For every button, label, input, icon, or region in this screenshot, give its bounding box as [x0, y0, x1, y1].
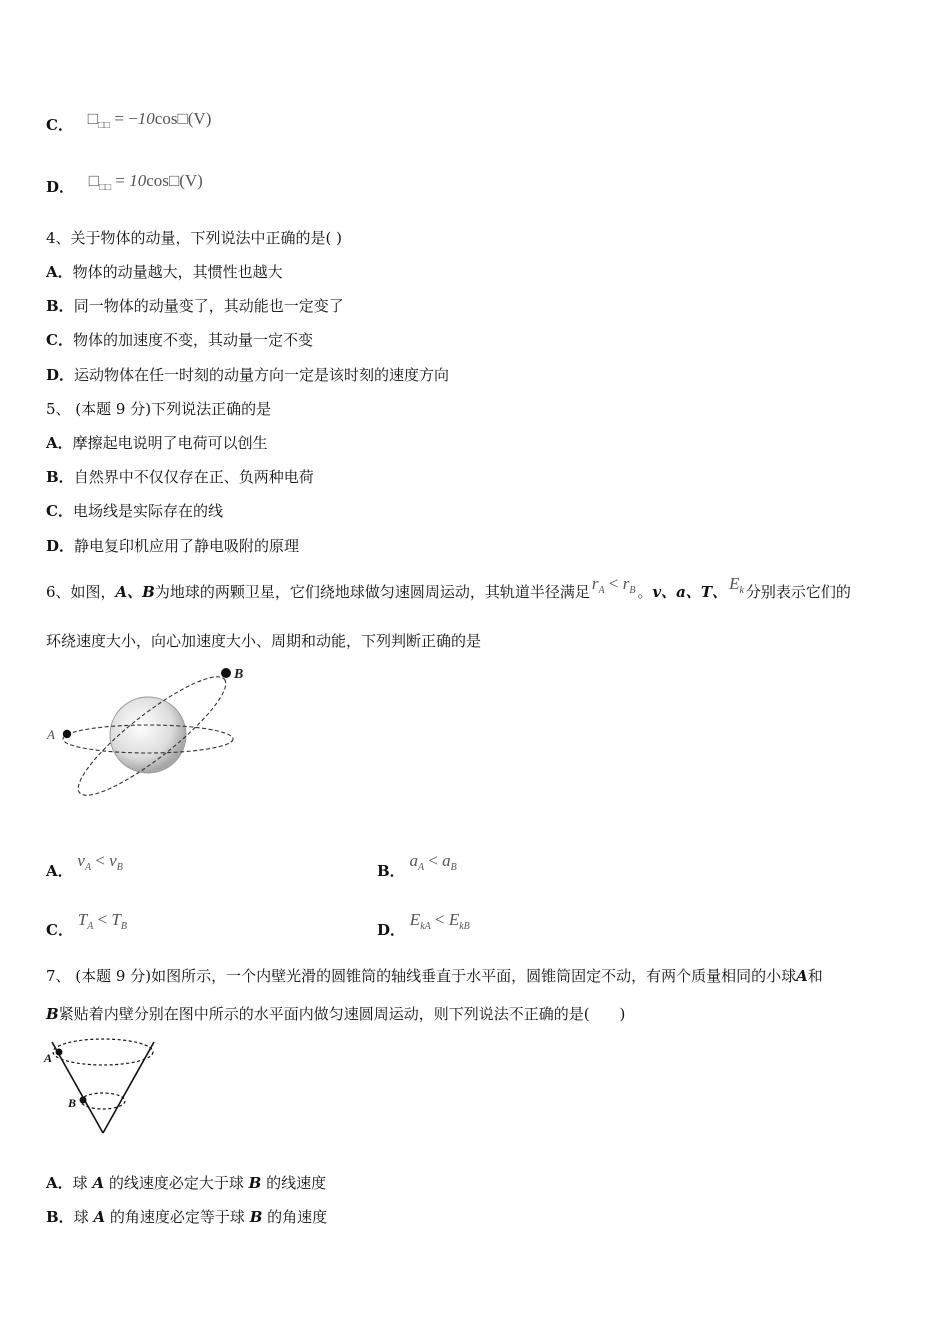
figure-label-b: B — [234, 667, 244, 682]
q3-option-d — [46, 171, 203, 204]
ball-b — [80, 1097, 87, 1104]
figure-label-a: A — [47, 727, 55, 742]
figure-label-a: A — [44, 1051, 53, 1065]
q6-stem-line1: 6、如图，A、B为地球的两颗卫星，它们绕地球做匀速圆周运动，其轨道半径满足 $r_A < r_B$ 。v、a、T、 $E_k$ 分别表示它们的 — [46, 574, 851, 601]
path-a — [53, 1039, 153, 1065]
q6-option-a: A． $v_A < v_B$ — [46, 851, 123, 880]
q5-option-d: D．静电复印机应用了静电吸附的原理 — [46, 537, 300, 555]
q7-stem-line1: 7、 (本题 9 分)如图所示，一个内壁光滑的圆锥筒的轴线垂直于水平面，圆锥筒固定不动，有两个质量相同的小球A和 — [46, 967, 823, 985]
satellite-a — [63, 730, 71, 738]
ek-symbol: $E_k$ — [729, 574, 744, 596]
q5-option-c: C．电场线是实际存在的线 — [46, 502, 223, 520]
orbit-condition: $r_A < r_B$ — [591, 574, 636, 596]
option-label: C． — [46, 116, 73, 134]
q6-option-c: C． $T_A < T_B$ — [46, 910, 127, 939]
q5-stem: 5、 (本题 9 分)下列说法正确的是 — [46, 400, 272, 418]
formula-c: $□_{□□}$ = −10cos□(V) — [87, 109, 212, 131]
q5-option-a: A．摩擦起电说明了电荷可以创生 — [46, 434, 268, 452]
q4-option-b: B．同一物体的动量变了，其动能也一定变了 — [46, 297, 344, 315]
option-label: D． — [46, 178, 75, 196]
figure-label-b: B — [68, 1096, 77, 1110]
q4-option-d: D．运动物体在任一时刻的动量方向一定是该时刻的速度方向 — [46, 366, 450, 384]
satellite-orbit-figure — [44, 660, 244, 815]
cone-left-wall — [52, 1042, 103, 1133]
q7-stem-line2: B紧贴着内壁分别在图中所示的水平面内做匀速圆周运动，则下列说法不正确的是( ) — [46, 1005, 626, 1023]
q4-option-c: C．物体的加速度不变，其动量一定不变 — [46, 331, 313, 349]
earth-sphere — [110, 697, 186, 773]
q4-stem: 4、关于物体的动量，下列说法中正确的是( ) — [46, 229, 343, 247]
formula-d: $□_{□□}$ = 10cos□(V) — [88, 171, 203, 193]
q4-option-a: A．物体的动量越大，其惯性也越大 — [46, 263, 283, 281]
q6-option-b: B． $a_A < a_B$ — [377, 851, 457, 880]
q6-stem-line2: 环绕速度大小，向心加速度大小、周期和动能，下列判断正确的是 — [46, 632, 482, 650]
q7-option-b: B．球 A 的角速度必定等于球 B 的角速度 — [46, 1208, 328, 1226]
cone-figure — [42, 1034, 160, 1138]
q5-option-b: B．自然界中不仅仅存在正、负两种电荷 — [46, 468, 314, 486]
ball-a — [56, 1049, 63, 1056]
satellite-b — [221, 668, 231, 678]
q3-option-c — [46, 109, 212, 142]
q7-option-a: A．球 A 的线速度必定大于球 B 的线速度 — [46, 1174, 327, 1192]
cone-right-wall — [103, 1042, 154, 1133]
q6-option-d: D． $E_{kA} < E_{kB}$ — [377, 910, 470, 939]
